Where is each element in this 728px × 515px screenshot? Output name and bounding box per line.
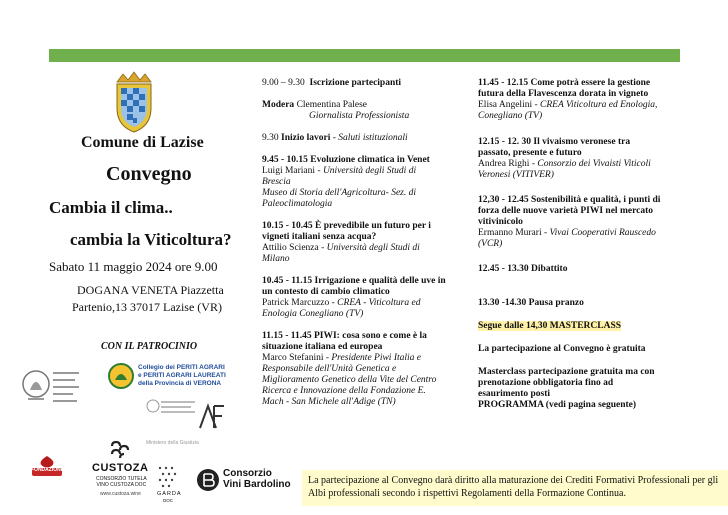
talk-2-title: 10.15 - 10.45 È prevedibile un futuro per i bbox=[262, 221, 431, 231]
bardolino-logo-text: Consorzio Vini Bardolino bbox=[223, 468, 291, 490]
talk-1-speaker: Luigi Mariani - Università degli Studi di bbox=[262, 166, 417, 176]
talk-6-title: 12.15 - 12. 30 Il vivaismo veronese tra bbox=[478, 137, 631, 147]
venue-line2: Partenio,13 37017 Lazise (VR) bbox=[72, 300, 222, 314]
moderator-item: Modera Clementina Palese bbox=[262, 100, 368, 110]
event-type: Convegno bbox=[106, 163, 192, 185]
event-date: Sabato 11 maggio 2024 ore 9.00 bbox=[49, 259, 218, 274]
header-accent-bar bbox=[49, 49, 680, 62]
garda-doc-logo bbox=[156, 464, 180, 492]
event-title-line1: Cambia il clima.. bbox=[49, 198, 173, 217]
masterclass-note: Masterclass partecipazione gratuita ma con bbox=[478, 367, 655, 377]
ministero-logo-small bbox=[145, 398, 197, 436]
credits-footer-note: La partecipazione al Convegno darà diritto alla maturazione dei Crediti Formativi Professionali per gli Albi professionali secondo i rispettivi Regolamenti della Formazione Continua. bbox=[302, 470, 728, 506]
moderator-role: Giornalista Professionista bbox=[309, 111, 410, 121]
event-title-line2: cambia la Viticoltura? bbox=[70, 230, 232, 249]
debate-item: 12.45 - 13.30 Dibattito bbox=[478, 264, 568, 274]
garda-logo-sub: DOC bbox=[163, 498, 173, 503]
custoza-logo-sub: CONSORZIO TUTELA VINO CUSTOZA DOC bbox=[96, 476, 147, 488]
talk-4-speaker: Marco Stefanini - Presidente Piwi Italia e bbox=[262, 353, 421, 363]
opening-item: 9.30 Inizio lavori - Saluti istituzionali bbox=[262, 133, 408, 143]
talk-4-title: 11.15 - 11.45 PIWI: cosa sono e come è la bbox=[262, 331, 427, 341]
ministero-caption: Ministero della Giustizia bbox=[146, 440, 199, 446]
talk-5-title: 11.45 - 12.15 Come potrà essere la gestione bbox=[478, 78, 651, 88]
talk-3-speaker: Patrick Marcuzzo - CREA - Viticoltura ed bbox=[262, 298, 421, 308]
federation-small-text-logo bbox=[53, 370, 83, 404]
lunch-item: 13.30 -14.30 Pausa pranzo bbox=[478, 298, 584, 308]
af-monogram-logo bbox=[196, 402, 226, 432]
federation-emblem-logo bbox=[20, 368, 52, 404]
talk-6-speaker: Andrea Righi - Consorzio dei Vivaisti Viticoli bbox=[478, 159, 651, 169]
custoza-emblem bbox=[108, 440, 132, 462]
periti-agrari-logo-text: Collegio dei PERITI AGRARI e PERITI AGRARI LAUREATI della Provincia di VERONA bbox=[138, 364, 226, 387]
talk-2-speaker: Attilio Scienza - Università degli Studi di bbox=[262, 243, 420, 253]
talk-1-title: 9.45 - 10.15 Evoluzione climatica in Venet bbox=[262, 155, 430, 165]
bardolino-emblem bbox=[196, 468, 220, 492]
masterclass-highlight: Segue dalle 14,30 MASTERCLASS bbox=[478, 321, 622, 331]
program-column-1: 9.00 – 9.30 Iscrizione partecipanti Modera Clementina Palese Giornalista Professionista 9.30 Inizio lavori - Saluti istituzionali 9.45 - 10.15 Evoluzione climatica in Venet Luigi Mariani - Università degli Studi di Brescia Museo di Storia dell'Agricoltura- Sez. di Paleoclimatologia 10.15 - 10.45 È prevedibile un futuro per i vigneti italiani senza acqua? Attilio Scienza - Università degli Studi di Milano 10.45 - 11.15 Irrigazione e qualità delle uve in un contesto di cambio climatico Patrick Marcuzzo - CREA - Viticoltura ed Enologia Conegliano (TV) 11.15 - 11.45 PIWI: cosa sono e come è la situazione italiana ed europea Marco Stefanini - Presidente Piwi Italia e Responsabile dell'Unità Genetica e Miglioramento Genetico della Vite del Centro Ricerca e Innovazione della Fondazione E. Mach - San Michele all'Adige (TN) bbox=[262, 78, 472, 408]
venue-line1: DOGANA VENETA Piazzetta bbox=[77, 283, 224, 297]
coat-of-arms-logo bbox=[111, 68, 157, 134]
fondazione-logo-text: FONDAZIONE bbox=[31, 467, 65, 473]
talk-3-title: 10.45 - 11.15 Irrigazione e qualità delle uve in bbox=[262, 276, 446, 286]
registration-item: 9.00 – 9.30 Iscrizione partecipanti bbox=[262, 78, 402, 88]
custoza-logo-name: CUSTOZA bbox=[92, 462, 149, 474]
talk-7-speaker: Ermanno Murari - Vivai Cooperativi Rauscedo bbox=[478, 228, 656, 238]
talk-5-speaker: Elisa Angelini - CREA Viticoltura ed Enologia, bbox=[478, 100, 658, 110]
program-column-2: 11.45 - 12.15 Come potrà essere la gestione futura della Flavescenza dorata in vigneto Elisa Angelini - CREA Viticoltura ed Enologia, Conegliano (TV) 12.15 - 12. 30 Il vivaismo veronese tra passato, presente e futuro Andrea Righi - Consorzio dei Vivaisti Viticoli Veronesi (VITIVER) 12,30 - 12.45 Sostenibilità e qualità, i punti di forza delle nuove varietà PIWI nel mercato vitivinicolo Ermanno Murari - Vivai Cooperativi Rauscedo (VCR) 12.45 - 13.30 Dibattito 13.30 -14.30 Pausa pranzo Segue dalle 14,30 MASTERCLASS La partecipazione al Convegno è gratuita Masterclass partecipazione gratuita ma con prenotazione obbligatoria fino ad esaurimento posti PROGRAMMA (vedi pagina seguente) bbox=[478, 78, 704, 411]
custoza-url: www.custoza.wine bbox=[100, 491, 141, 497]
garda-logo-text: GARDA bbox=[157, 491, 182, 497]
talk-7-title: 12,30 - 12.45 Sostenibilità e qualità, i punti di bbox=[478, 195, 661, 205]
patronage-label: CON IL PATROCINIO bbox=[101, 341, 198, 352]
free-conference-note: La partecipazione al Convegno è gratuita bbox=[478, 344, 646, 354]
periti-agrari-emblem bbox=[108, 362, 134, 392]
municipality-title: Comune di Lazise bbox=[81, 134, 204, 151]
